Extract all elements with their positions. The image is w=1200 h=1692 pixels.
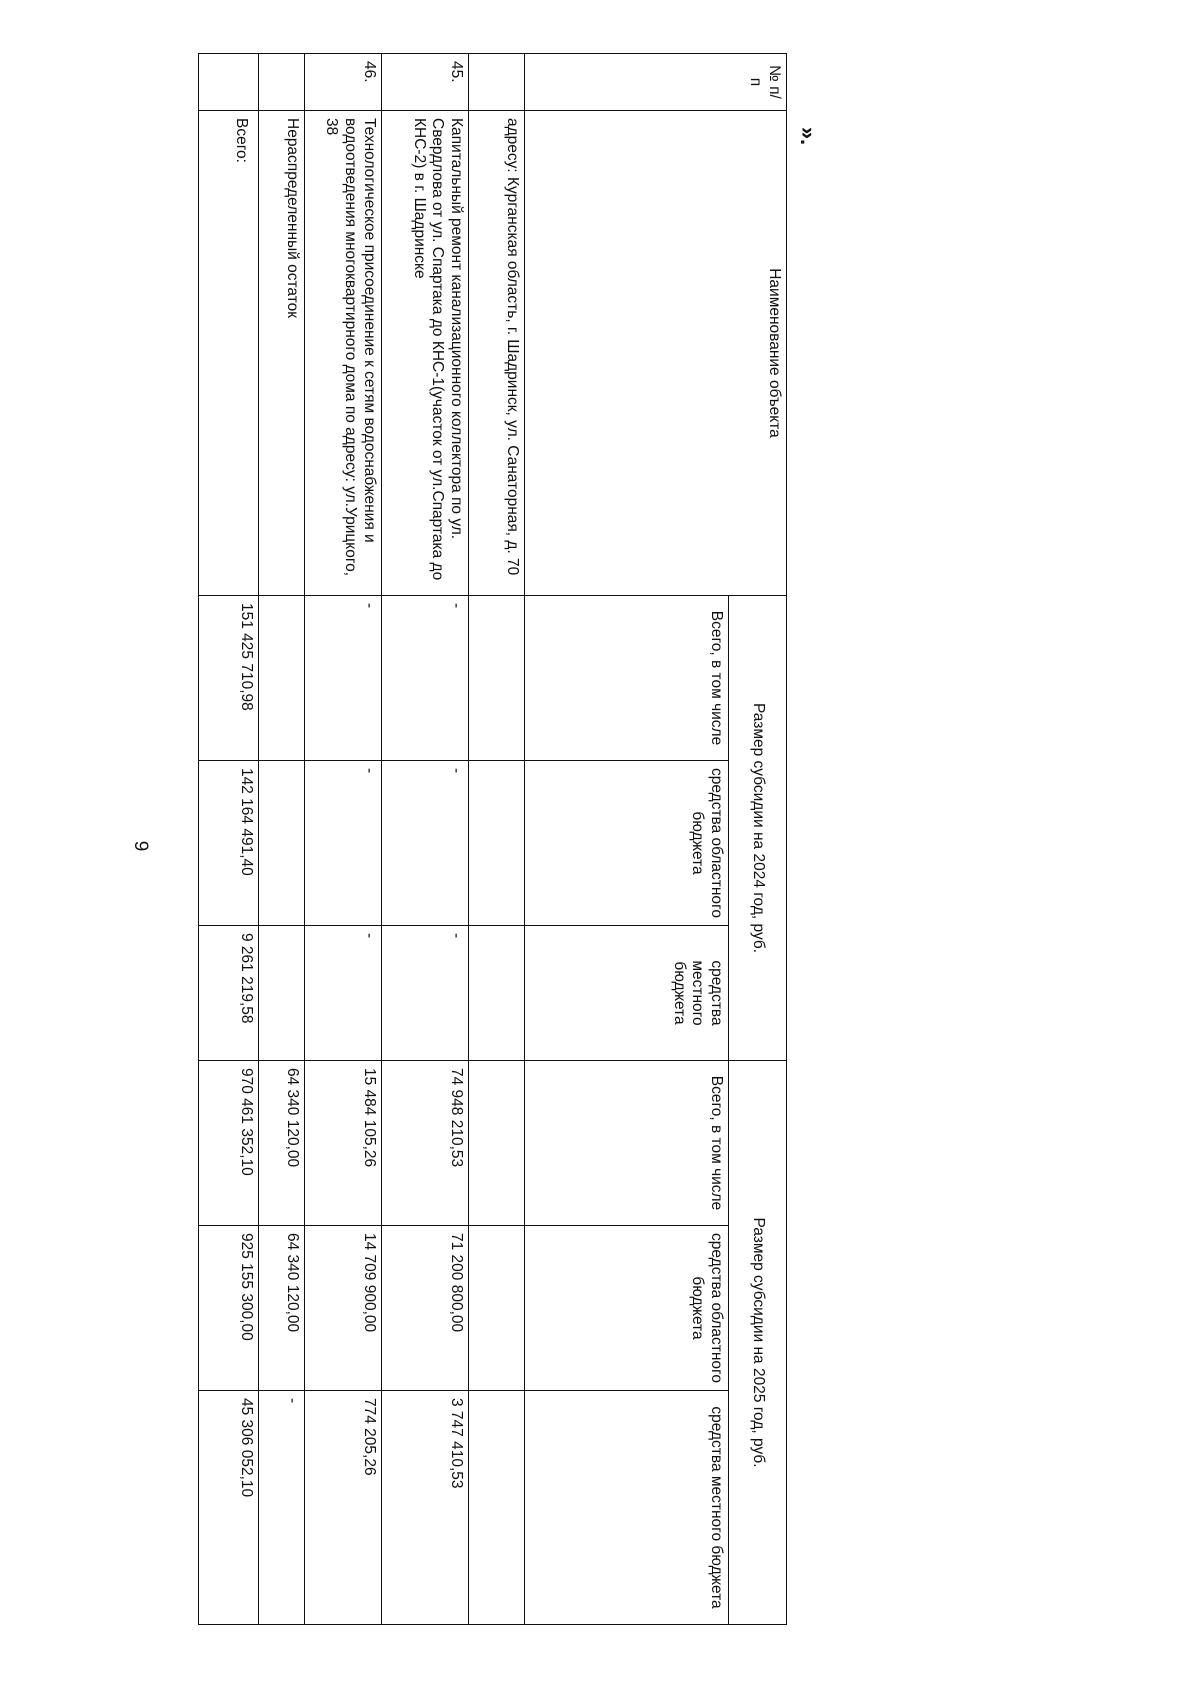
rotated-table-wrapper — [198, 53, 787, 1624]
table-row — [258, 54, 304, 1625]
cell-total-2025 — [468, 1061, 524, 1226]
cell-total-2025: 970 461 352,10 — [199, 1061, 259, 1226]
cell-regional-2025 — [468, 1226, 524, 1391]
cell-object-name: Всего: — [199, 111, 259, 596]
cell-total-2025: 15 484 105,26 — [304, 1061, 381, 1226]
cell-number: 45. — [381, 54, 468, 111]
cell-total-2024 — [258, 596, 304, 761]
header-2024-local: средства местного бюджета — [525, 926, 729, 1061]
cell-local-2025 — [468, 1391, 524, 1625]
header-2024-group: Размер субсидии на 2024 год, руб. — [729, 596, 787, 1061]
table-row — [468, 54, 524, 1625]
page-number: 9 — [130, 840, 151, 852]
cell-local-2024: - — [304, 926, 381, 1061]
cell-number — [258, 54, 304, 111]
cell-regional-2025: 14 709 900,00 — [304, 1226, 381, 1391]
cell-total-2025: 64 340 120,00 — [258, 1061, 304, 1226]
cell-regional-2025: 71 200 800,00 — [381, 1226, 468, 1391]
cell-number: 46. — [304, 54, 381, 111]
cell-local-2024: 9 261 219,58 — [199, 926, 259, 1061]
cell-object-name: Нераспределенный остаток — [258, 111, 304, 596]
cell-local-2025: 45 306 052,10 — [199, 1391, 259, 1625]
header-object-name: Наименование объекта — [525, 111, 787, 596]
header-2024-total: Всего, в том числе — [525, 596, 729, 761]
cell-regional-2024: - — [304, 761, 381, 926]
header-2025-regional: средства областного бюджета — [525, 1226, 729, 1391]
table-row-total — [199, 54, 259, 1625]
cell-total-2025: 74 948 210,53 — [381, 1061, 468, 1226]
cell-number — [199, 54, 259, 111]
table-row — [381, 54, 468, 1625]
cell-local-2024 — [258, 926, 304, 1061]
cell-local-2024 — [468, 926, 524, 1061]
cell-regional-2025: 64 340 120,00 — [258, 1226, 304, 1391]
cell-regional-2024 — [468, 761, 524, 926]
cell-regional-2024: - — [381, 761, 468, 926]
header-2025-local: средства местного бюджета — [525, 1391, 729, 1625]
cell-number — [468, 54, 524, 111]
cell-local-2025: - — [258, 1391, 304, 1625]
cell-local-2024: - — [381, 926, 468, 1061]
cell-total-2024 — [468, 596, 524, 761]
cell-total-2024: - — [381, 596, 468, 761]
cell-local-2025: 774 205,26 — [304, 1391, 381, 1625]
header-2024-regional: средства областного бюджета — [525, 761, 729, 926]
cell-object-name: адресу: Курганская область, г. Шадринск, ул. Санаторная, д. 70 — [468, 111, 524, 596]
cell-total-2024: - — [304, 596, 381, 761]
cell-regional-2024 — [258, 761, 304, 926]
subsidy-table — [198, 53, 787, 1625]
closing-quote-mark: ». — [796, 126, 821, 146]
header-2025-group: Размер субсидии на 2025 год, руб. — [729, 1061, 787, 1625]
cell-object-name: Капитальный ремонт канализационного коллектора по ул. Свердлова от ул. Спартака до КНС-1(участок от ул.Спартака до КНС-2) в г. Шадринске — [381, 111, 468, 596]
header-2025-total: Всего, в том числе — [525, 1061, 729, 1226]
cell-regional-2024: 142 164 491,40 — [199, 761, 259, 926]
header-number: № п/п — [525, 54, 787, 111]
cell-object-name: Технологическое присоединение к сетям водоснабжения и водоотведения многоквартирного дома по адресу: ул.Урицкого, 38 — [304, 111, 381, 596]
cell-total-2024: 151 425 710,98 — [199, 596, 259, 761]
cell-regional-2025: 925 155 300,00 — [199, 1226, 259, 1391]
cell-local-2025: 3 747 410,53 — [381, 1391, 468, 1625]
table-row — [304, 54, 381, 1625]
